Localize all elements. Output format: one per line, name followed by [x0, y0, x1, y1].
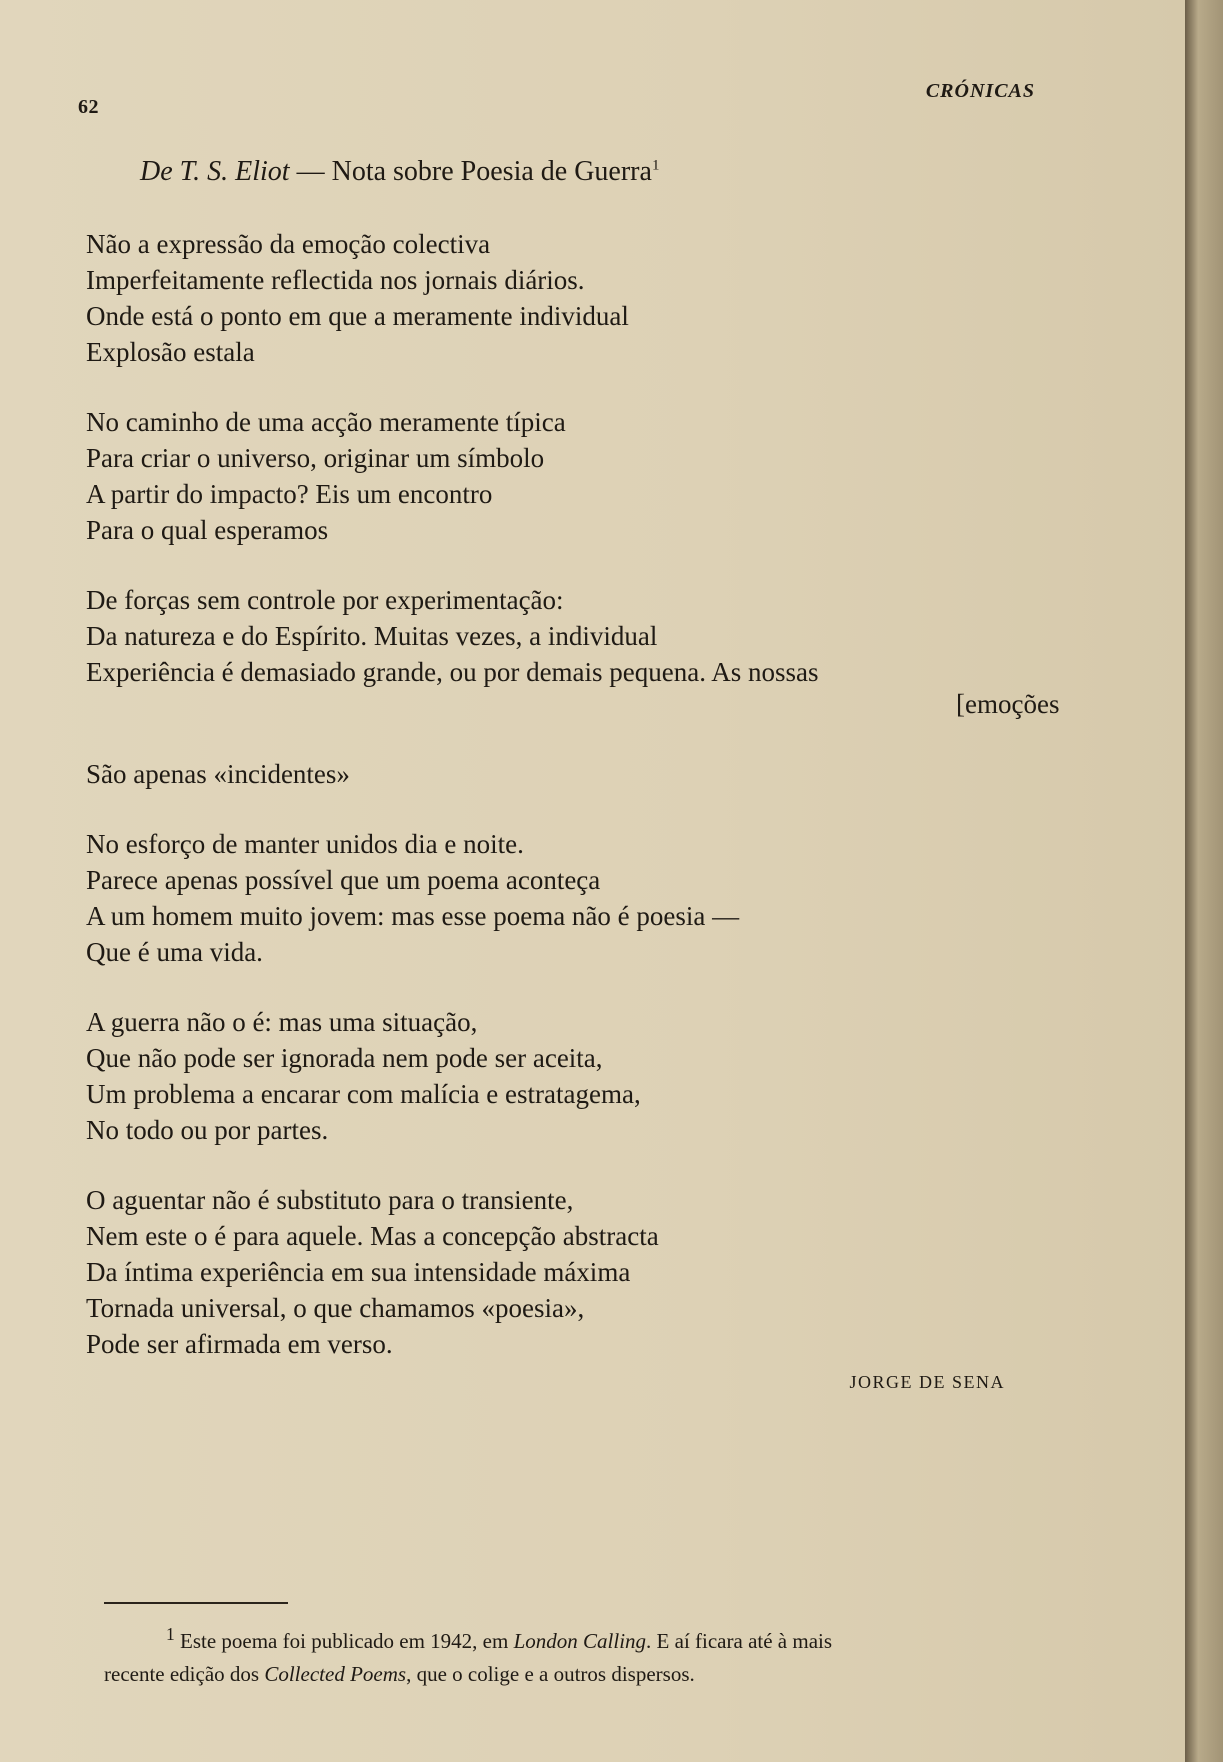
poem-line: O aguentar não é substituto para o transiente,	[86, 1185, 574, 1215]
poem-line: No caminho de uma acção meramente típica	[86, 407, 566, 437]
poem-line: Para o qual esperamos	[86, 515, 329, 545]
stanza-2	[86, 404, 1086, 548]
poem-line: De forças sem controle por experimentação:	[86, 585, 564, 615]
poem-line: Experiência é demasiado grande, ou por demais pequena. As nossas	[86, 657, 819, 687]
stanza-5	[86, 826, 1086, 970]
poem-line: Imperfeitamente reflectida nos jornais diários.	[86, 265, 585, 295]
stanza-6	[86, 1004, 1086, 1148]
poem-line: Um problema a encarar com malícia e estratagema,	[86, 1079, 641, 1109]
stanza-4	[86, 756, 1086, 792]
title-dash: —	[289, 156, 332, 187]
poem-line: A guerra não o é: mas uma situação,	[86, 1007, 478, 1037]
poem-title	[140, 156, 659, 188]
book-spine-shadow	[1185, 0, 1223, 1762]
poem-line: Que não pode ser ignorada nem pode ser aceita,	[86, 1043, 603, 1073]
poem-line: Não a expressão da emoção colectiva	[86, 229, 491, 259]
footnote-reference: 1	[651, 157, 660, 174]
stanza-3	[86, 582, 1086, 722]
poem-line: Nem este o é para aquele. Mas a concepção abstracta	[86, 1221, 659, 1251]
footnote-text-b: . E aí ficara até à mais	[646, 1629, 833, 1653]
footnote-line-2	[104, 1662, 695, 1686]
poem-line: Tornada universal, o que chamamos «poesia»,	[86, 1293, 585, 1323]
footnote-line-1	[104, 1618, 1104, 1658]
poem-line: A um homem muito jovem: mas esse poema não é poesia —	[86, 901, 740, 931]
footnote-text-d: , que o colige e a outros dispersos.	[406, 1662, 695, 1686]
poem-line: A partir do impacto? Eis um encontro	[86, 479, 493, 509]
footnote-divider	[104, 1602, 288, 1604]
title-prefix: De T. S. Eliot	[140, 156, 290, 187]
poem-line: Da íntima experiência em sua intensidade máxima	[86, 1257, 631, 1287]
poem-line: Parece apenas possível que um poema aconteça	[86, 865, 601, 895]
poem-line: Da natureza e do Espírito. Muitas vezes, a individual	[86, 621, 658, 651]
poem-line: Pode ser afirmada em verso.	[86, 1329, 393, 1359]
footnote-italic-b: Collected Poems	[264, 1662, 407, 1686]
poem-line: Explosão estala	[86, 337, 255, 367]
poem-line: No todo ou por partes.	[86, 1115, 329, 1145]
poem-body	[86, 226, 1086, 1396]
title-main: Nota sobre Poesia de Guerra	[331, 156, 652, 187]
poem-line: Onde está o ponto em que a meramente individual	[86, 301, 629, 331]
page-number: 62	[78, 96, 99, 118]
stanza-1	[86, 226, 1086, 370]
poem-line: No esforço de manter unidos dia e noite.	[86, 829, 524, 859]
footnote-text-a: Este poema foi publicado em 1942, em	[174, 1629, 514, 1653]
footnote	[104, 1618, 1104, 1691]
footnote-italic-a: London Calling	[513, 1629, 647, 1653]
running-head: CRÓNICAS	[925, 80, 1035, 102]
poem-line-wrap: [emoções	[956, 689, 1060, 719]
poem-line: Que é uma vida.	[86, 937, 263, 967]
footnote-text-c: recente edição dos	[104, 1662, 265, 1686]
poem-line: Para criar o universo, originar um símbolo	[86, 443, 545, 473]
author-signature: JORGE DE SENA	[849, 1372, 1005, 1392]
poem-line: São apenas «incidentes»	[86, 759, 350, 789]
stanza-7	[86, 1182, 1086, 1362]
footnote-mark: 1	[166, 1624, 175, 1644]
